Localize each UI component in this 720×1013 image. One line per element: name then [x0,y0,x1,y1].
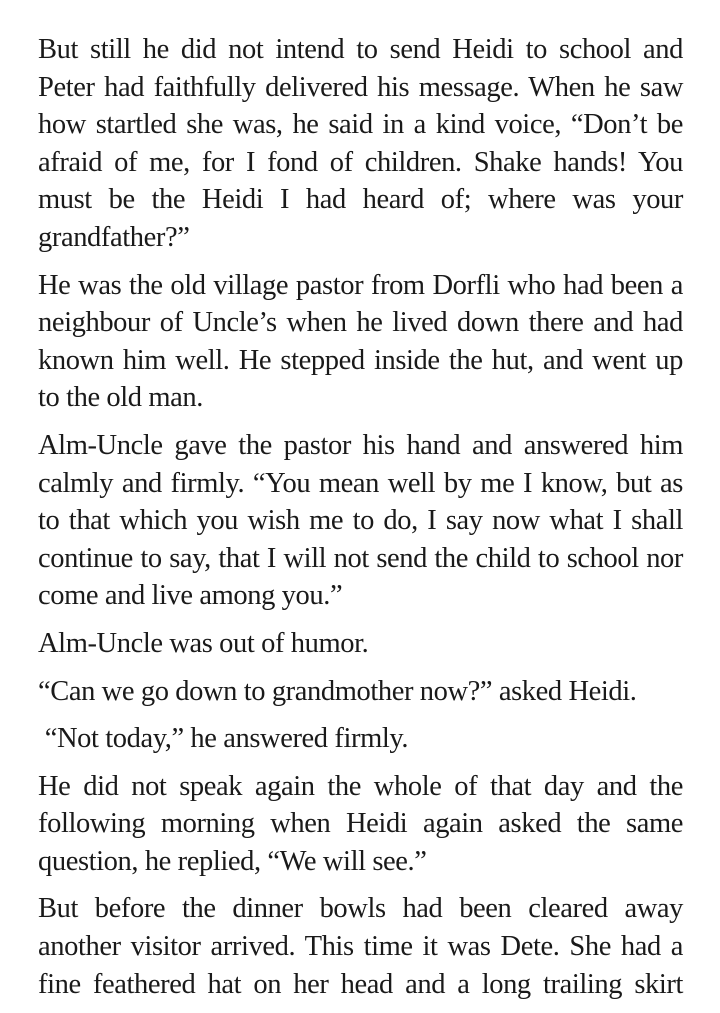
paragraph-7: He did not speak again the whole of that day and the following morning when Heidi again asked the same question, he replied, “We will see.” [38,770,683,877]
paragraph-8: But before the dinner bowls had been cleared away another visitor arrived. This time it was Dete. She had a fine feathered hat on her head and a long trailing skirt [38,893,683,1000]
book-page [38,31,683,1013]
paragraph-5: “Can we go down to grandmother now?” asked Heidi. [38,675,637,707]
paragraph-1: But still he did not intend to send Heidi to school and Peter had faithfully delivered his message. When he saw how startled she was, he said in a kind voice, “Don’t be afraid of me, for I fond of children. Shake hands! You must be the Heidi I had heard of; where was your grandfather?” [38,34,683,253]
paragraph-6: “Not today,” he answered firmly. [38,723,409,755]
paragraph-2: He was the old village pastor from Dorfli who had been a neighbour of Uncle’s when he lived down there and had known him well. He stepped inside the hut, and went up to the old man. [38,269,683,414]
paragraph-4: Alm-Uncle was out of humor. [38,627,369,659]
paragraph-3: Alm-Uncle gave the pastor his hand and answered him calmly and firmly. “You mean well by me I know, but as to that which you wish me to do, I say now what I shall continue to say, that I will not send the child to school nor come and live among you.” [38,429,683,612]
